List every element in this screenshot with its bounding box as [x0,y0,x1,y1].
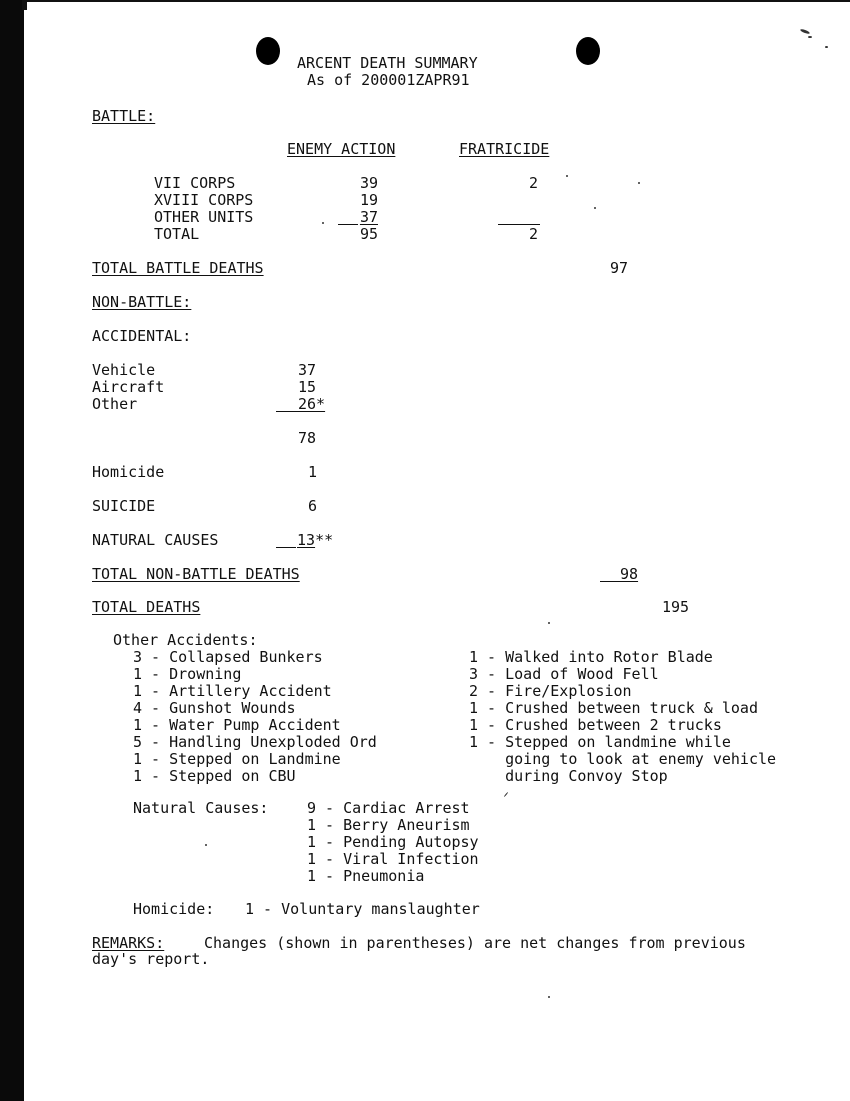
other-accident-item: 3 - Load of Wood Fell [469,665,659,683]
subtotal-rule [338,224,358,225]
scan-speck [638,182,640,184]
natural-causes-detail-heading: Natural Causes: [133,799,269,817]
suicide-label: SUICIDE [92,497,156,515]
scan-speck [322,222,324,224]
other-accident-item: 1 - Water Pump Accident [133,716,341,734]
battle-row-enemy: 19 [359,191,378,209]
scan-speck [548,996,550,998]
other-accident-item: 1 - Stepped on CBU [133,767,296,785]
battle-row-unit: VII CORPS [154,174,236,192]
scan-speck [548,622,550,624]
battle-row-enemy: 37 [359,208,378,226]
other-accident-item: 1 - Stepped on landmine while [469,733,731,751]
non-battle-heading: NON-BATTLE: [92,293,192,311]
subtotal-rule [600,581,620,582]
other-accident-item: 1 - Artillery Accident [133,682,332,700]
battle-row-fratricide: 2 [528,225,538,243]
total-deaths-label: TOTAL DEATHS [92,598,201,616]
other-accident-item: 5 - Handling Unexploded Ord [133,733,377,751]
natural-cause-item: 9 - Cardiac Arrest [307,799,470,817]
scan-speck [800,28,810,34]
natural-cause-item: 1 - Pending Autopsy [307,833,479,851]
natural-cause-item: 1 - Berry Aneurism [307,816,470,834]
scan-edge-shadow [0,0,24,1101]
scan-speck [504,792,509,797]
other-accident-item: 3 - Collapsed Bunkers [133,648,323,666]
other-accident-item: 1 - Walked into Rotor Blade [469,648,713,666]
document-title: ARCENT DEATH SUMMARY [297,54,478,72]
natural-cause-item: 1 - Viral Infection [307,850,479,868]
fratricide-column-header: FRATRICIDE [459,140,550,158]
scan-speck [594,207,596,209]
scan-speck [566,175,568,177]
other-accidents-heading: Other Accidents: [113,631,258,649]
accidental-row-label: Other [92,395,138,413]
accidental-heading: ACCIDENTAL: [92,327,192,345]
document-date: As of 200001ZAPR91 [307,71,470,89]
punch-hole-left [256,37,280,65]
scan-top-edge [24,0,850,2]
natural-causes-value-group [297,532,333,549]
homicide-detail-heading: Homicide: [133,900,215,918]
natural-causes-footnote-mark: ** [315,531,334,549]
total-battle-deaths-label: TOTAL BATTLE DEATHS [92,259,264,277]
other-accident-item: going to look at enemy vehicle [469,750,777,768]
accidental-row-value: 15 [298,378,317,396]
accidental-row-label: Aircraft [92,378,165,396]
scan-speck [825,46,828,48]
battle-row-unit: TOTAL [154,225,200,243]
natural-cause-item: 1 - Pneumonia [307,867,425,885]
battle-row-enemy: 95 [359,225,378,243]
scan-speck [808,36,812,38]
other-accident-item: 4 - Gunshot Wounds [133,699,296,717]
accidental-total: 78 [298,429,317,447]
accidental-row-value: 26* [298,395,326,413]
battle-heading: BATTLE: [92,107,156,125]
homicide-value: 1 [308,463,318,481]
other-accident-item: 1 - Stepped on Landmine [133,750,341,768]
battle-row-unit: OTHER UNITS [154,208,254,226]
total-battle-deaths-value: 97 [610,259,629,277]
battle-row-enemy: 39 [359,174,378,192]
suicide-value: 6 [308,497,318,515]
homicide-detail-text: 1 - Voluntary manslaughter [245,900,480,918]
battle-row-unit: XVIII CORPS [154,191,254,209]
enemy-action-column-header: ENEMY ACTION [287,140,396,158]
battle-row-fratricide: 2 [528,174,538,192]
total-non-battle-deaths-value: 98 [620,565,639,583]
natural-causes-label: NATURAL CAUSES [92,531,219,549]
remarks-text-line-1: Changes (shown in parentheses) are net changes from previous [204,934,746,952]
subtotal-rule [276,547,296,548]
accidental-row-value: 37 [298,361,317,379]
subtotal-rule [276,411,298,412]
punch-hole-right [576,37,600,65]
remarks-text-line-2: day's report. [92,950,210,968]
other-accident-item: 1 - Crushed between truck & load [469,699,758,717]
total-non-battle-deaths-label: TOTAL NON-BATTLE DEATHS [92,565,300,583]
total-deaths-value: 195 [662,598,690,616]
accidental-row-label: Vehicle [92,361,156,379]
other-accident-item: 1 - Crushed between 2 trucks [469,716,722,734]
natural-causes-value: 13 [297,531,316,549]
other-accident-item: 1 - Drowning [133,665,242,683]
remarks-heading: REMARKS: [92,934,165,952]
other-accident-item: during Convoy Stop [469,767,668,785]
scan-speck [205,844,207,846]
other-accident-item: 2 - Fire/Explosion [469,682,632,700]
homicide-label: Homicide [92,463,165,481]
